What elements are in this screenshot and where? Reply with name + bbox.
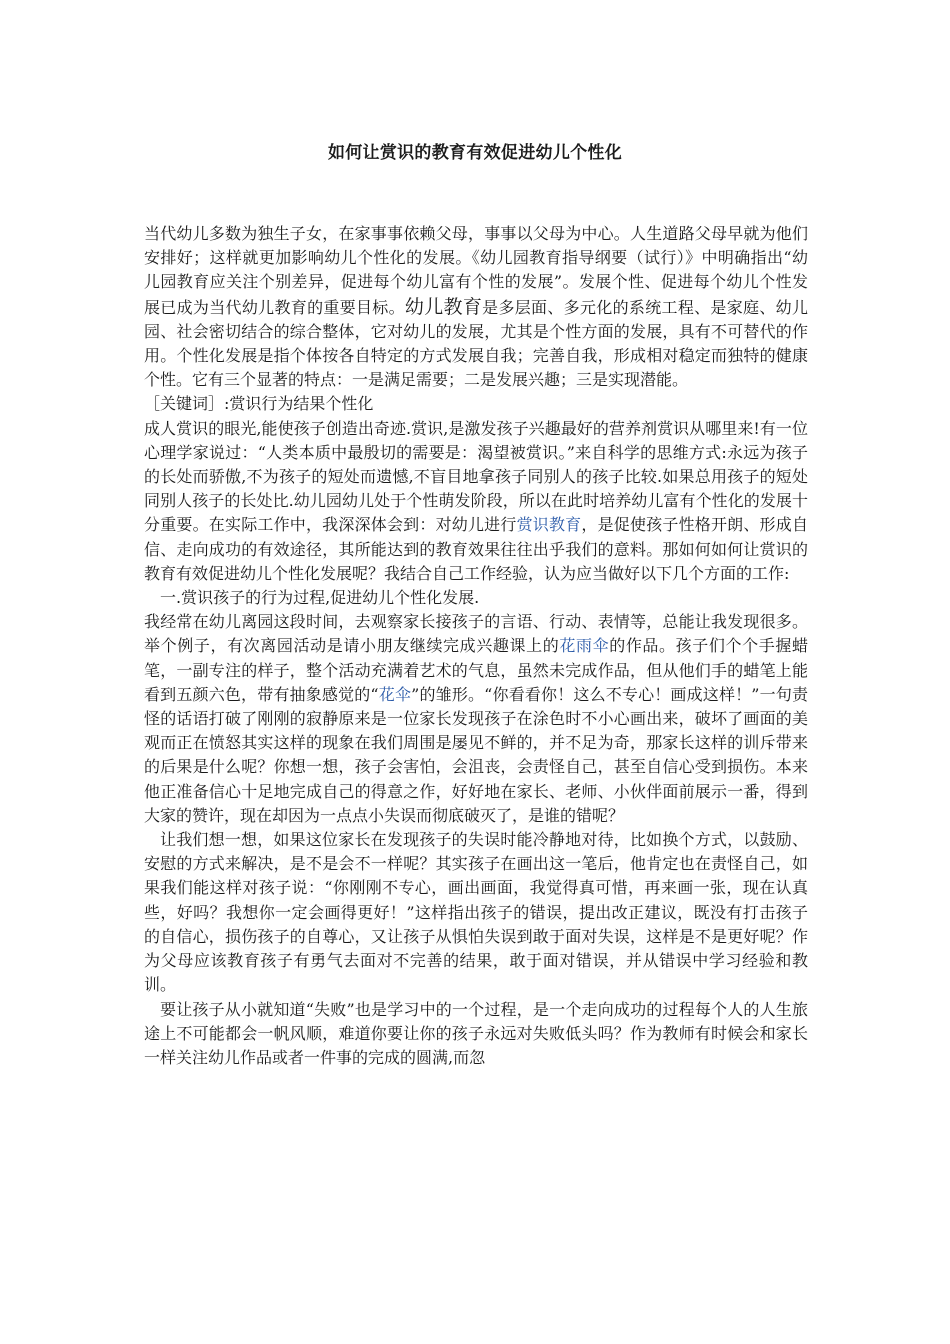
text-run: 当代幼儿多数为独生子女，在家事事依赖父母，事事以父母为中心。人生道路父母早就为他们安排好；这样就更加影响幼儿个性化的发展。《幼儿园教育指导纲要（试行）》中明确指出“幼儿园教育应关注个别差异，促进每个幼儿富有个性的发展”。发展个性、促进每个幼儿个性发展已成为当代幼儿教育的重要目标。 — [144, 224, 808, 317]
paragraph — [144, 417, 808, 586]
inline-link[interactable]: 花伞 — [378, 684, 412, 704]
emphasized-text: 幼儿教育 — [404, 295, 483, 318]
paragraph — [144, 392, 808, 416]
paragraph — [144, 998, 808, 1071]
paragraph — [144, 222, 808, 392]
inline-link[interactable]: 花雨伞 — [559, 636, 610, 656]
text-run: 一.赏识孩子的行为过程,促进幼儿个性化发展. — [160, 588, 480, 608]
text-run: 让我们想一想，如果这位家长在发现孩子的失误时能冷静地对待，比如换个方式，以鼓励、安慰的方式来解决，是不是会不一样呢？其实孩子在画出这一笔后，他肯定也在责怪自己，如果我们能这样对孩子说：“你刚刚不专心，画出画面，我觉得真可惜，再来画一张，现在认真些，好吗？我想你一定会画得更好！”这样指出孩子的错误，提出改正建议，既没有打击孩子的自信心，损伤孩子的自尊心，又让孩子从惧怕失误到敢于面对失误，这样是不是更好呢？作为父母应该教育孩子有勇气去面对不完善的结果，敢于面对错误，并从错误中学习经验和教训。 — [144, 830, 808, 995]
text-run: 我经常在幼儿离园这段时间，去观察家长接孩子的言语、行动、表情等，总能让我发现很多。举个例子，有次离园活动是请小朋友继续完成兴趣课上的 — [144, 612, 808, 656]
inline-link[interactable]: 赏识教育 — [516, 515, 582, 535]
text-run: 是多层面、多元化的系统工程、是家庭、幼儿园、社会密切结合的综合整体，它对幼儿的发展，尤其是个性方面的发展，具有不可替代的作用。个性化发展是指个体按各自特定的方式发展自我；完善自我，形成相对稳定而独特的健康个性。它有三个显著的特点：一是满足需要；二是发展兴趣；三是实现潜能。 — [144, 297, 808, 390]
paragraph — [144, 610, 808, 828]
text-run: 要让孩子从小就知道“失败”也是学习中的一个过程，是一个走向成功的过程每个人的人生旅途上不可能都会一帆风顺，难道你要让你的孩子永远对失败低头吗？作为教师有时候会和家长一样关注幼儿作品或者一件事的完成的圆满,而忽 — [144, 999, 808, 1067]
text-run: 成人赏识的眼光,能使孩子创造出奇迹.赏识,是激发孩子兴趣最好的营养剂赏识从哪里来!有一位心理学家说过：“人类本质中最殷切的需要是：渴望被赏识。”来自科学的思维方式:永远为孩子的长处而骄傲,不为孩子的短处而遗憾,不盲目地拿孩子同别人的孩子比较.如果总用孩子的短处同别人孩子的长处比.幼儿园幼儿处于个性萌发阶段，所以在此时培养幼儿富有个性化的发展十分重要。在实际工作中，我深深体会到：对幼儿进行 — [144, 418, 808, 535]
paragraph — [144, 828, 808, 997]
text-run: 的作品。孩子们个个手握蜡笔，一副专注的样子，整个活动充满着艺术的气息，虽然未完成作品，但从他们手的蜡笔上能看到五颜六色，带有抽象感觉的“ — [144, 636, 808, 704]
text-run: ，是促使孩子性格开朗、形成自信、走向成功的有效途径，其所能达到的教育效果往往出乎我们的意料。那如何如何让赏识的教育有效促进幼儿个性化发展呢？我结合自己工作经验，认为应当做好以下几个方面的工作: — [144, 515, 808, 583]
text-run: ”的雏形。“你看看你！这么不专心！画成这样！”一句责怪的话语打破了刚刚的寂静原来是一位家长发现孩子在涂色时不小心画出来，破坏了画面的美观而正在愤怒其实这样的现象在我们周围是屡见不鲜的，并不足为奇，那家长这样的训斥带来的后果是什么呢？你想一想，孩子会害怕，会沮丧，会责怪自己，甚至自信心受到损伤。本来他正准备信心十足地完成自己的得意之作，好好地在家长、老师、小伙伴面前展示一番，得到大家的赞许，现在却因为一点点小失误而彻底破灭了，是谁的错呢？ — [144, 684, 808, 825]
document-body — [144, 222, 808, 1070]
document-title: 如何让赏识的教育有效促进幼儿个性化 — [327, 143, 623, 163]
paragraph — [144, 586, 808, 610]
text-run: ［关键词］:赏识行为结果个性化 — [144, 394, 374, 414]
